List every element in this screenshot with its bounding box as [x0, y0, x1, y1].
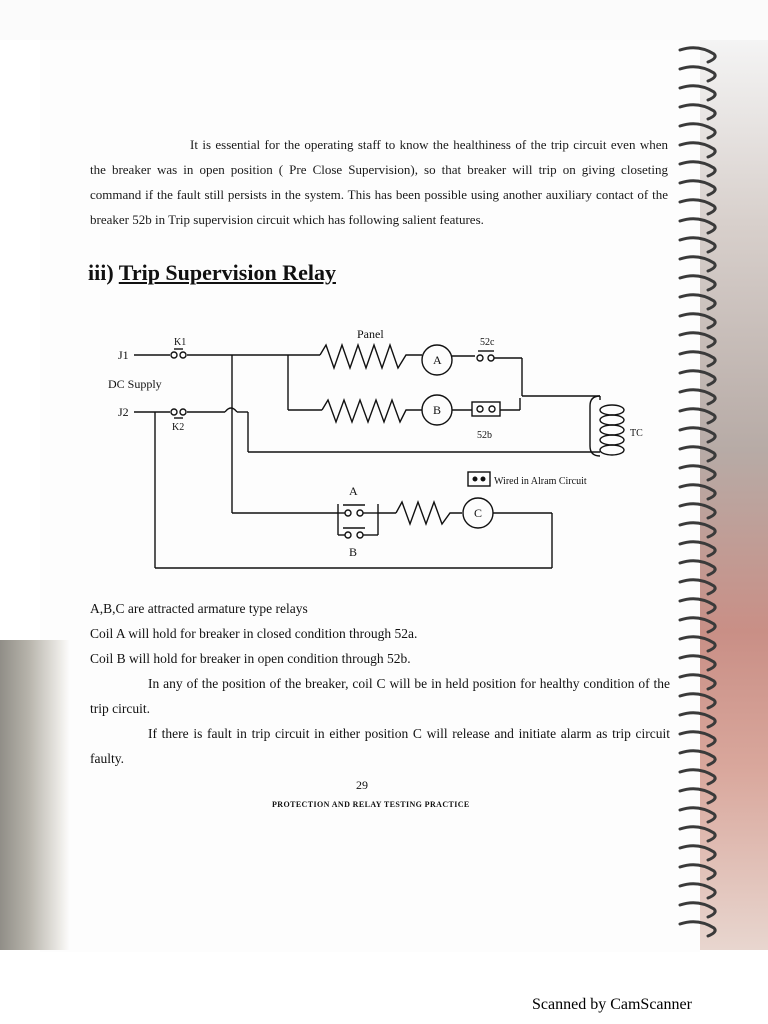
label-alarm-note: Wired in Alram Circuit	[494, 476, 587, 487]
label-relay-b: B	[433, 403, 442, 417]
heading-title: Trip Supervision Relay	[118, 260, 336, 285]
label-contact-b: B	[349, 545, 358, 559]
footer-title: PROTECTION AND RELAY TESTING PRACTICE	[272, 800, 470, 809]
note-line-2: Coil A will hold for breaker in closed condition through 52a.	[90, 626, 418, 641]
label-contact-a: A	[349, 484, 358, 498]
note-line-1: A,B,C are attracted armature type relays	[90, 601, 308, 616]
label-relay-c: C	[474, 506, 483, 520]
label-j1: J1	[118, 348, 129, 362]
label-j2: J2	[118, 405, 129, 419]
intro-paragraph: It is essential for the operating staff to know the healthiness of the trip circuit even when the breaker was in open position ( Pre Close Supervision), so that breaker will trip on giving closeting command if the fault still persists in the system. This has been possible using another auxiliary contact of the breaker 52b in Trip supervision circuit which has following salient features.	[90, 137, 668, 227]
note-paragraph-2: If there is fault in trip circuit in either position C will release and initiate alarm as trip circuit faulty.	[90, 726, 670, 766]
label-panel: Panel	[357, 327, 384, 341]
label-k1: K1	[174, 337, 187, 348]
label-k2: K2	[172, 422, 185, 433]
heading-number: iii)	[88, 260, 114, 285]
camscanner-watermark: Scanned by CamScanner	[532, 996, 692, 1013]
label-52c: 52c	[480, 337, 495, 348]
label-tc: TC	[630, 428, 643, 439]
notes-section	[90, 596, 670, 771]
label-relay-a: A	[433, 353, 442, 367]
note-line-3: Coil B will hold for breaker in open condition through 52b.	[90, 651, 411, 666]
note-paragraph-1: In any of the position of the breaker, coil C will be in held position for healthy condition of the trip circuit.	[90, 676, 670, 716]
label-52b: 52b	[477, 430, 492, 441]
page-number: 29	[356, 778, 368, 792]
label-dc-supply: DC Supply	[108, 377, 162, 391]
